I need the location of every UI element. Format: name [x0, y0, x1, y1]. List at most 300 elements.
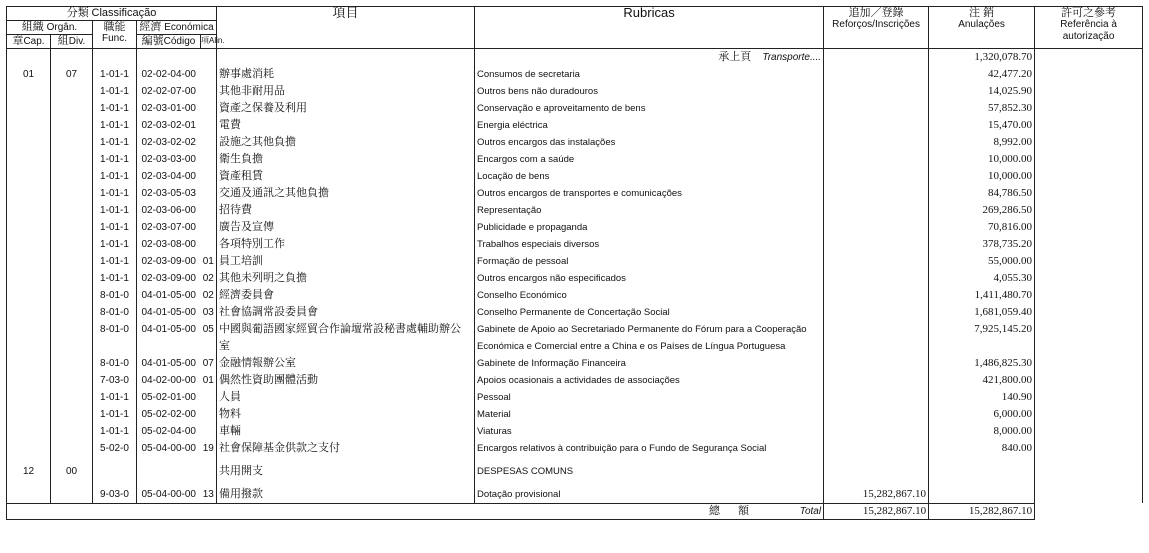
rubrica-cell: Outros encargos de transportes e comunicações — [475, 185, 824, 202]
alin-cell — [201, 236, 217, 253]
referencia-cell — [1035, 83, 1143, 100]
codigo-header — [137, 35, 201, 49]
reforco-cell — [824, 219, 929, 236]
referencia-cell — [1035, 389, 1143, 406]
alin-cell: 01 — [201, 253, 217, 270]
referencia-cell — [1035, 406, 1143, 423]
cap-zh: 章 — [12, 35, 24, 47]
total-pt: Total — [799, 506, 822, 517]
transport-row — [7, 49, 1143, 67]
referencia-cell — [1035, 219, 1143, 236]
item-zh-cell: 偶然性資助團體活動 — [217, 372, 475, 389]
func-cell: 8-01-0 — [93, 355, 137, 372]
table-row — [7, 270, 1143, 287]
referencia-cell — [1035, 185, 1143, 202]
total-reforcos: 15,282,867.10 — [824, 504, 929, 520]
rubrica-cell: Pessoal — [475, 389, 824, 406]
func-cell: 1-01-1 — [93, 117, 137, 134]
referencia-cell — [1035, 66, 1143, 83]
code-cell: 05-02-02-00 — [137, 406, 201, 423]
economica-header — [137, 21, 217, 35]
referencia-cell — [1035, 486, 1143, 503]
anulacao-cell: 269,286.50 — [929, 202, 1035, 219]
referencia-cell — [1035, 440, 1143, 457]
alin-cell — [201, 83, 217, 100]
anulacao-cell: 42,477.20 — [929, 66, 1035, 83]
table-row — [7, 338, 1143, 355]
func-cell: 1-01-1 — [93, 270, 137, 287]
anulacao-cell — [929, 338, 1035, 355]
item-zh-cell: 資產之保養及利用 — [217, 100, 475, 117]
referencia-cell — [1035, 117, 1143, 134]
alin-cell — [201, 134, 217, 151]
classificacao-zh: 分類 — [66, 7, 89, 19]
code-cell: 04-01-05-00 — [137, 287, 201, 304]
item-zh-cell: 資產租賃 — [217, 168, 475, 185]
func-cell: 9-03-0 — [93, 486, 137, 503]
table-row — [7, 100, 1143, 117]
table-row — [7, 372, 1143, 389]
referencia-zh: 許可之參考 — [1061, 7, 1117, 19]
rubrica-cell: Conselho Económico — [475, 287, 824, 304]
cap-cell — [7, 236, 51, 253]
referencia-cell — [1035, 304, 1143, 321]
item-zh-cell: 經濟委員會 — [217, 287, 475, 304]
section-pt-cell: DESPESAS COMUNS — [475, 463, 824, 480]
transport-zh: 承上頁 — [718, 51, 752, 63]
func-cell: 5-02-0 — [93, 440, 137, 457]
rubrica-cell: Representação — [475, 202, 824, 219]
cap-cell — [7, 134, 51, 151]
item-zh-cell: 衛生負擔 — [217, 151, 475, 168]
item-zh-cell: 車輛 — [217, 423, 475, 440]
code-cell: 05-04-00-00 — [137, 486, 201, 503]
div-cell — [51, 440, 93, 457]
div-cell — [51, 372, 93, 389]
cap-cell — [7, 338, 51, 355]
reforco-cell — [824, 338, 929, 355]
cap-cell — [7, 100, 51, 117]
alin-cell — [201, 117, 217, 134]
reforcos-zh: 追加／登錄 — [848, 7, 904, 19]
rubrica-cell: Locação de bens — [475, 168, 824, 185]
reforco-cell — [824, 117, 929, 134]
reforco-cell — [824, 389, 929, 406]
table-row — [7, 440, 1143, 457]
total-anulacoes: 15,282,867.10 — [929, 504, 1035, 520]
rubrica-cell: Encargos relativos à contribuição para o Fundo de Segurança Social — [475, 440, 824, 457]
table-row — [7, 355, 1143, 372]
economica-zh: 經濟 — [139, 21, 162, 33]
func-cell: 1-01-1 — [93, 134, 137, 151]
code-cell: 04-01-05-00 — [137, 355, 201, 372]
organica-pt: Orgân. — [46, 22, 78, 33]
reforco-cell — [824, 287, 929, 304]
rubrica-cell: Encargos com a saúde — [475, 151, 824, 168]
rubricas-header: Rubricas — [475, 7, 824, 49]
alin-cell — [201, 100, 217, 117]
alin-cell — [201, 66, 217, 83]
rubrica-cell: Formação de pessoal — [475, 253, 824, 270]
rows-body — [7, 66, 1143, 503]
div-cell — [51, 253, 93, 270]
anulacoes-zh: 注 銷 — [969, 7, 995, 19]
referencia-cell — [1035, 100, 1143, 117]
anulacao-cell: 7,925,145.20 — [929, 321, 1035, 338]
func-zh: 職能 — [103, 21, 126, 33]
referencia-cell — [1035, 168, 1143, 185]
rubrica-cell: Conservação e aproveitamento de bens — [475, 100, 824, 117]
anulacao-cell: 1,486,825.30 — [929, 355, 1035, 372]
cap-cell — [7, 185, 51, 202]
table-row — [7, 83, 1143, 100]
rubrica-cell: Económica e Comercial entre a China e os Países de Língua Portuguesa — [475, 338, 824, 355]
referencia-cell — [1035, 287, 1143, 304]
cap-cell — [7, 151, 51, 168]
rubrica-cell: Dotação provisional — [475, 486, 824, 503]
referencia-cell — [1035, 134, 1143, 151]
referencia-cell — [1035, 253, 1143, 270]
cap-cell — [7, 83, 51, 100]
economica-pt: Económica — [164, 22, 214, 33]
rubrica-cell: Conselho Permanente de Concertação Social — [475, 304, 824, 321]
section-div-cell: 00 — [51, 463, 93, 480]
anulacao-cell: 1,681,059.40 — [929, 304, 1035, 321]
code-cell: 02-03-02-02 — [137, 134, 201, 151]
anulacao-cell: 8,992.00 — [929, 134, 1035, 151]
reforco-cell — [824, 100, 929, 117]
div-zh: 組 — [57, 35, 69, 47]
code-cell: 02-03-05-03 — [137, 185, 201, 202]
referencia-cell — [1035, 338, 1143, 355]
item-zh-cell: 各項特別工作 — [217, 236, 475, 253]
func-cell: 7-03-0 — [93, 372, 137, 389]
cap-cell — [7, 321, 51, 338]
transport-pt: Transporte.... — [762, 52, 822, 63]
anulacoes-pt: Anulações — [958, 19, 1005, 30]
div-cell — [51, 151, 93, 168]
table-row — [7, 321, 1143, 338]
code-cell: 05-02-04-00 — [137, 423, 201, 440]
func-cell: 1-01-1 — [93, 423, 137, 440]
div-cell — [51, 202, 93, 219]
rows-table — [6, 66, 1143, 503]
header-row-1 — [7, 7, 1143, 21]
code-cell: 02-03-03-00 — [137, 151, 201, 168]
item-zh-cell: 社會協調常設委員會 — [217, 304, 475, 321]
div-cell — [51, 134, 93, 151]
rubrica-cell: Consumos de secretaria — [475, 66, 824, 83]
func-cell: 1-01-1 — [93, 100, 137, 117]
table-row — [7, 236, 1143, 253]
div-cell — [51, 168, 93, 185]
referencia-cell — [1035, 202, 1143, 219]
item-zh-cell: 物料 — [217, 406, 475, 423]
table-row — [7, 406, 1143, 423]
anulacao-cell: 840.00 — [929, 440, 1035, 457]
func-cell: 1-01-1 — [93, 151, 137, 168]
func-cell: 1-01-1 — [93, 219, 137, 236]
table-row — [7, 151, 1143, 168]
table-row — [7, 253, 1143, 270]
section-cap-cell: 12 — [7, 463, 51, 480]
reforco-cell — [824, 355, 929, 372]
anulacao-cell: 15,470.00 — [929, 117, 1035, 134]
code-cell: 02-02-04-00 — [137, 66, 201, 83]
div-cell — [51, 287, 93, 304]
func-cell: 1-01-1 — [93, 406, 137, 423]
rubrica-cell: Outros encargos não especificados — [475, 270, 824, 287]
reforco-cell — [824, 134, 929, 151]
cap-pt: Cap. — [23, 36, 45, 47]
alin-cell — [201, 338, 217, 355]
referencia-cell — [1035, 270, 1143, 287]
item-zh-cell: 金融情報辦公室 — [217, 355, 475, 372]
classificacao-header — [7, 7, 217, 21]
func-cell: 1-01-1 — [93, 389, 137, 406]
reforco-cell: 15,282,867.10 — [824, 486, 929, 503]
div-cell — [51, 321, 93, 338]
rubrica-cell: Trabalhos especiais diversos — [475, 236, 824, 253]
div-cell: 07 — [51, 66, 93, 83]
code-cell: 02-03-04-00 — [137, 168, 201, 185]
referencia-cell — [1035, 372, 1143, 389]
referencia-header — [1035, 7, 1143, 49]
total-table — [6, 503, 1143, 520]
anulacao-cell: 10,000.00 — [929, 151, 1035, 168]
code-cell: 02-03-09-00 — [137, 270, 201, 287]
code-cell: 02-03-08-00 — [137, 236, 201, 253]
rubrica-cell: Energia eléctrica — [475, 117, 824, 134]
reforco-cell — [824, 202, 929, 219]
referencia-cell — [1035, 321, 1143, 338]
alin-cell — [201, 389, 217, 406]
code-cell — [137, 338, 201, 355]
item-zh-cell: 社會保障基金供款之支付 — [217, 440, 475, 457]
reforco-cell — [824, 304, 929, 321]
table-row — [7, 304, 1143, 321]
alin-cell: 13 — [201, 486, 217, 503]
cap-cell — [7, 202, 51, 219]
item-zh-cell: 備用撥款 — [217, 486, 475, 503]
section-row — [7, 463, 1143, 480]
section-zh-cell: 共用開支 — [217, 463, 475, 480]
div-cell — [51, 406, 93, 423]
anulacoes-header — [929, 7, 1035, 49]
reforco-cell — [824, 372, 929, 389]
alin-cell: 01 — [201, 372, 217, 389]
code-cell: 05-04-00-00 — [137, 440, 201, 457]
reforcos-pt: Reforços/Inscrições — [832, 19, 920, 30]
code-cell: 02-03-06-00 — [137, 202, 201, 219]
cap-cell — [7, 355, 51, 372]
reforco-cell — [824, 236, 929, 253]
rubrica-cell: Gabinete de Apoio ao Secretariado Permanente do Fórum para a Cooperação — [475, 321, 824, 338]
reforco-cell — [824, 185, 929, 202]
alin-cell — [201, 151, 217, 168]
alin-cell — [201, 168, 217, 185]
item-zh-cell: 廣告及宣傳 — [217, 219, 475, 236]
transport-label — [475, 49, 824, 67]
func-pt: Func. — [101, 33, 127, 44]
div-cell — [51, 117, 93, 134]
reforcos-header — [824, 7, 929, 49]
rubrica-cell: Apoios ocasionais a actividades de associações — [475, 372, 824, 389]
item-zh-cell: 交通及通訊之其他負擔 — [217, 185, 475, 202]
total-zh: 總額 — [708, 505, 767, 517]
reforco-cell — [824, 168, 929, 185]
reforco-cell — [824, 406, 929, 423]
anulacao-cell: 55,000.00 — [929, 253, 1035, 270]
referencia-cell — [1035, 236, 1143, 253]
total-row — [7, 504, 1143, 520]
code-cell: 04-02-00-00 — [137, 372, 201, 389]
rubrica-cell: Viaturas — [475, 423, 824, 440]
organica-header — [7, 21, 93, 35]
item-zh-cell: 其他未列明之負擔 — [217, 270, 475, 287]
codigo-pt: Código — [163, 36, 196, 47]
div-cell — [51, 486, 93, 503]
code-cell: 02-03-02-01 — [137, 117, 201, 134]
alin-cell: 02 — [201, 270, 217, 287]
table-row — [7, 117, 1143, 134]
anulacao-cell: 8,000.00 — [929, 423, 1035, 440]
item-zh-cell: 員工培訓 — [217, 253, 475, 270]
referencia-pt1: Referência à — [1060, 19, 1117, 30]
table-row — [7, 168, 1143, 185]
alin-cell — [201, 202, 217, 219]
reforco-cell — [824, 423, 929, 440]
codigo-zh: 編號 — [141, 35, 164, 47]
organica-zh: 組織 — [21, 21, 44, 33]
item-zh-cell: 設施之其他負擔 — [217, 134, 475, 151]
alin-cell — [201, 423, 217, 440]
referencia-cell — [1035, 423, 1143, 440]
func-cell: 1-01-1 — [93, 185, 137, 202]
code-cell: 02-03-09-00 — [137, 253, 201, 270]
div-cell — [51, 185, 93, 202]
table-row — [7, 423, 1143, 440]
anulacao-cell: 14,025.90 — [929, 83, 1035, 100]
table-row — [7, 389, 1143, 406]
item-zh-cell: 中國與葡語國家經貿合作論壇常設秘書處輔助辦公 — [217, 321, 475, 338]
cap-cell — [7, 372, 51, 389]
anulacao-cell: 378,735.20 — [929, 236, 1035, 253]
cap-cell — [7, 440, 51, 457]
table-row — [7, 66, 1143, 83]
code-cell: 02-02-07-00 — [137, 83, 201, 100]
reforco-cell — [824, 440, 929, 457]
func-cell: 1-01-1 — [93, 202, 137, 219]
referencia-cell — [1035, 355, 1143, 372]
func-cell: 1-01-1 — [93, 83, 137, 100]
alin-cell — [201, 185, 217, 202]
reforco-cell — [824, 270, 929, 287]
anulacao-cell: 140.90 — [929, 389, 1035, 406]
cap-cell — [7, 270, 51, 287]
cap-cell — [7, 486, 51, 503]
div-cell — [51, 423, 93, 440]
reforco-cell — [824, 253, 929, 270]
anulacao-cell: 1,411,480.70 — [929, 287, 1035, 304]
table-row — [7, 134, 1143, 151]
func-cell: 1-01-1 — [93, 66, 137, 83]
anulacao-cell: 70,816.00 — [929, 219, 1035, 236]
reforco-cell — [824, 83, 929, 100]
func-header — [93, 21, 137, 49]
div-cell — [51, 270, 93, 287]
cap-cell — [7, 287, 51, 304]
alin-cell: 02 — [201, 287, 217, 304]
alin-cell: 19 — [201, 440, 217, 457]
div-cell — [51, 304, 93, 321]
func-cell: 8-01-0 — [93, 287, 137, 304]
rubrica-cell: Publicidade e propaganda — [475, 219, 824, 236]
div-cell — [51, 100, 93, 117]
code-cell: 04-01-05-00 — [137, 304, 201, 321]
cap-cell — [7, 219, 51, 236]
budget-table — [6, 6, 1143, 66]
code-cell: 02-03-07-00 — [137, 219, 201, 236]
alin-header — [201, 35, 225, 49]
rubrica-cell: Outros encargos das instalações — [475, 134, 824, 151]
func-cell — [93, 338, 137, 355]
item-zh-header: 項目 — [217, 7, 475, 49]
item-zh-cell: 招待費 — [217, 202, 475, 219]
cap-cell — [7, 406, 51, 423]
div-cell — [51, 83, 93, 100]
cap-cell — [7, 423, 51, 440]
anulacao-cell: 57,852.30 — [929, 100, 1035, 117]
code-cell: 04-01-05-00 — [137, 321, 201, 338]
func-cell: 8-01-0 — [93, 321, 137, 338]
code-cell: 05-02-01-00 — [137, 389, 201, 406]
cap-cell — [7, 168, 51, 185]
transport-value: 1,320,078.70 — [929, 49, 1035, 67]
table-row — [7, 219, 1143, 236]
reforco-cell — [824, 66, 929, 83]
rubrica-cell: Outros bens não duradouros — [475, 83, 824, 100]
table-row — [7, 202, 1143, 219]
anulacao-cell: 4,055.30 — [929, 270, 1035, 287]
div-cell — [51, 338, 93, 355]
cap-cell — [7, 253, 51, 270]
alin-cell — [201, 406, 217, 423]
anulacao-cell — [929, 486, 1035, 503]
alin-zh: 項 — [201, 36, 209, 45]
anulacao-cell: 421,800.00 — [929, 372, 1035, 389]
func-cell: 8-01-0 — [93, 304, 137, 321]
total-label — [7, 504, 824, 520]
div-cell — [51, 355, 93, 372]
cap-cell — [7, 389, 51, 406]
cap-cell: 01 — [7, 66, 51, 83]
item-zh-cell: 人員 — [217, 389, 475, 406]
item-zh-cell: 其他非耐用品 — [217, 83, 475, 100]
func-cell: 1-01-1 — [93, 236, 137, 253]
alin-cell: 05 — [201, 321, 217, 338]
cap-header — [7, 35, 51, 49]
anulacao-cell: 10,000.00 — [929, 168, 1035, 185]
anulacao-cell: 84,786.50 — [929, 185, 1035, 202]
div-header — [51, 35, 93, 49]
func-cell: 1-01-1 — [93, 168, 137, 185]
div-cell — [51, 219, 93, 236]
cap-cell — [7, 117, 51, 134]
referencia-cell — [1035, 151, 1143, 168]
item-zh-cell: 電費 — [217, 117, 475, 134]
cap-cell — [7, 304, 51, 321]
